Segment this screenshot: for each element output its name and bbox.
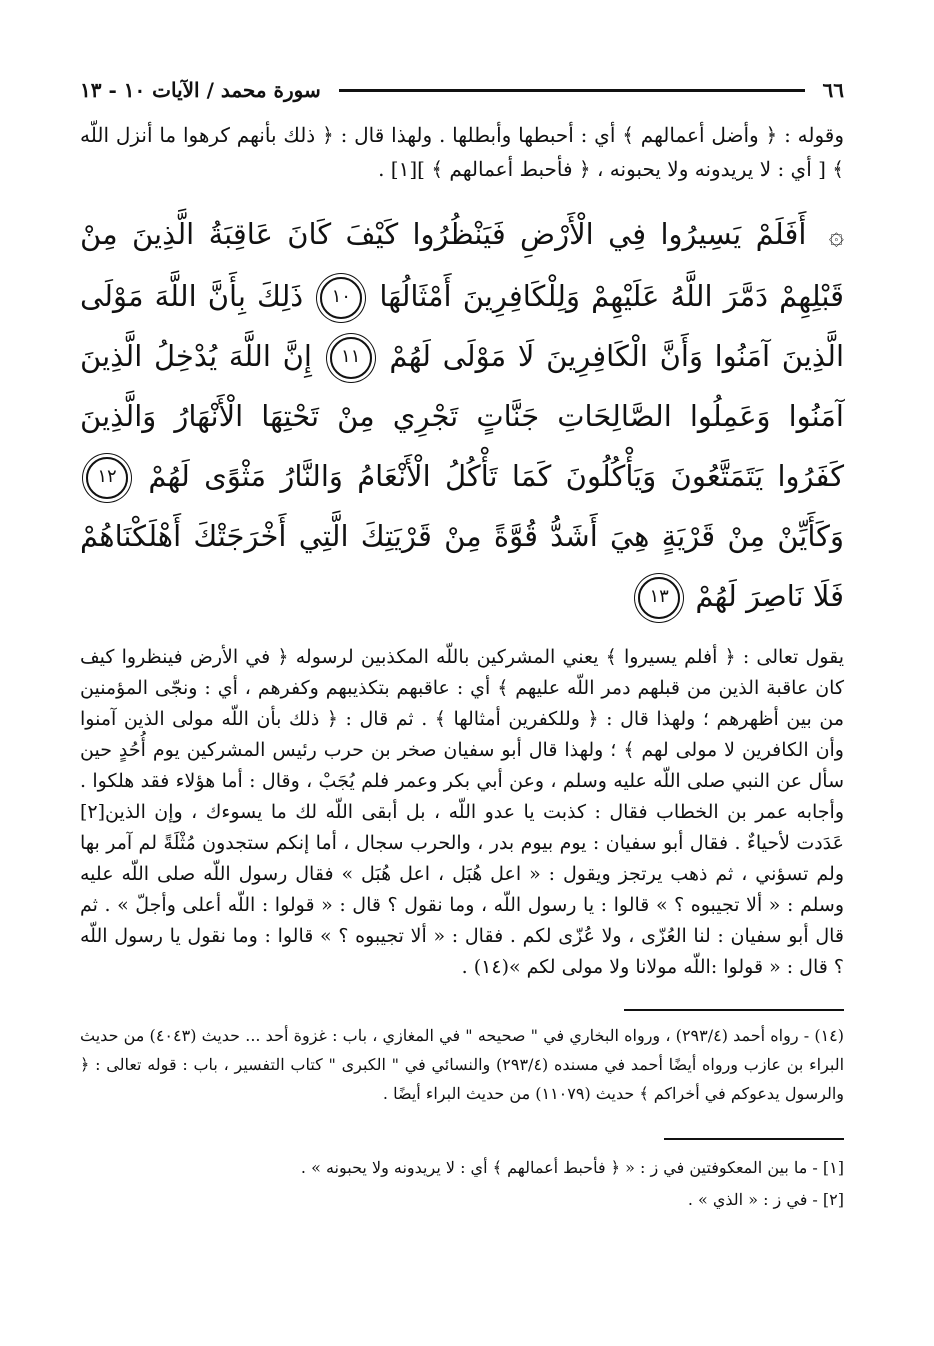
verse-10-text: أَفَلَمْ يَسِيرُوا فِي الْأَرْضِ فَيَنْظُرُوا كَيْفَ كَانَ عَاقِبَةُ الَّذِينَ مِنْ قَبْلِهِمْ دَمَّرَ اللَّهُ عَلَيْهِمْ وَلِلْكَافِرِينَ أَمْثَالُهَا — [80, 217, 845, 313]
intro-paragraph: وقوله : ﴿ وأضل أعمالهم ﴾ أي : أحبطها وأبطلها . ولهذا قال : ﴿ ذلك بأنهم كرهوا ما أنزل اللّه ﴾ [ أي : لا يريدونه ولا يحبونه ، ﴿ فأحبط أعمالهم ﴾ ][١] . — [80, 123, 844, 181]
quran-verses — [80, 204, 844, 626]
ayah-marker-10: ١٠ — [320, 277, 362, 319]
footnote-divider — [624, 1009, 844, 1011]
hizb-star-icon: ۞ — [828, 221, 844, 251]
header-rule — [339, 89, 805, 92]
page-header — [80, 70, 844, 110]
footnote-14: (١٤) - رواه أحمد (٢٩٣/٤) ، ورواه البخاري في " صحيحه " في المغازي ، باب : غزوة أحد ... حديث (٤٠٤٣) من حديث البراء بن عازب ورواه أيضًا أحمد في مسنده (٢٩٣/٤) والنسائي في " الكبرى " كتاب التفسير ، باب : قوله تعالى : ﴿ والرسول يدعوكم في أخراكم ﴾ حديث (١١٠٧٩) من حديث البراء أيضًا . — [80, 1026, 845, 1103]
verse-13-text: وَكَأَيِّنْ مِنْ قَرْيَةٍ هِيَ أَشَدُّ قُوَّةً مِنْ قَرْيَتِكَ الَّتِي أَخْرَجَتْكَ أَهْلَكْنَاهُمْ فَلَا نَاصِرَ لَهُمْ — [80, 519, 844, 613]
editor-note-1: [١] - ما بين المعكوفتين في ز : « ﴿ فأحبط أعمالهم ﴾ أي : لا يريدونه ولا يحبونه » . — [300, 1158, 844, 1177]
notes-divider — [664, 1138, 844, 1140]
ayah-marker-11: ١١ — [330, 337, 372, 379]
page-number: ٦٦ — [822, 78, 844, 102]
running-title: سورة محمد / الآيات ١٠ - ١٣ — [80, 78, 321, 102]
ayah-marker-13: ١٣ — [638, 577, 680, 619]
verse-12-text: إِنَّ اللَّهَ يُدْخِلُ الَّذِينَ آمَنُوا وَعَمِلُوا الصَّالِحَاتِ جَنَّاتٍ تَجْرِي مِنْ تَحْتِهَا الْأَنْهَارُ وَالَّذِينَ كَفَرُوا يَتَمَتَّعُونَ وَيَأْكُلُونَ كَمَا تَأْكُلُ الْأَنْعَامُ وَالنَّارُ مَثْوًى لَهُمْ — [80, 339, 844, 493]
verse-11-text: ذَلِكَ بِأَنَّ اللَّهَ مَوْلَى الَّذِينَ آمَنُوا وَأَنَّ الْكَافِرِينَ لَا مَوْلَى لَهُمْ — [80, 279, 845, 373]
ayah-marker-12: ١٢ — [86, 457, 128, 499]
commentary-paragraph: يقول تعالى : ﴿ أفلم يسيروا ﴾ يعني المشركين باللّه المكذبين لرسوله ﴿ في الأرض فينظروا كيف كان عاقبة الذين من قبلهم دمر اللّه عليهم ﴾ أي : عاقبهم بتكذيبهم وكفرهم ، أي : ونجّى المؤمنين من بين أظهرهم ؛ ولهذا قال : ﴿ وللكفرين أمثالها ﴾ . ثم قال : ﴿ ذلك بأن اللّه مولى الذين آمنوا وأن الكافرين لا مولى لهم ﴾ ؛ ولهذا قال أبو سفيان صخر بن حرب رئيس المشركين يوم أُحُدٍ حين سأل عن النبي صلى اللّه عليه وسلم ، وعن أبي بكر وعمر فلم يُجَبْ ، وقال : أما هؤلاء فقد هلكوا . وأجابه عمر بن الخطاب فقال : كذبت يا عدو اللّه ، بل أبقى اللّه لك ما يسوءك ، وإن الذين[٢] عَدَدت لأحياءٌ . فقال أبو سفيان : يوم بيوم بدر ، والحرب سجال ، أما إنكم ستجدون مُثْلَةً لم آمر بها ولم تسؤني ، ثم ذهب يرتجز ويقول : « اعل هُبَل ، اعل هُبَل » فقال رسول اللّه صلى اللّه عليه وسلم : « ألا تجيبوه ؟ » قالوا : يا رسول اللّه ، وما نقول ؟ قال : « قولوا : اللّه أعلى وأجلّ » . ثم قال أبو سفيان : لنا العُزّى ، ولا عُزّى لكم . فقال : « ألا تجيبوه ؟ » قالوا : وما نقول يا رسول اللّه ؟ قال : « قولوا :اللّه مولانا ولا مولى لكم »(١٤) . — [80, 646, 844, 978]
editor-note-2: [٢] - في ز : « الذي » . — [687, 1190, 844, 1209]
